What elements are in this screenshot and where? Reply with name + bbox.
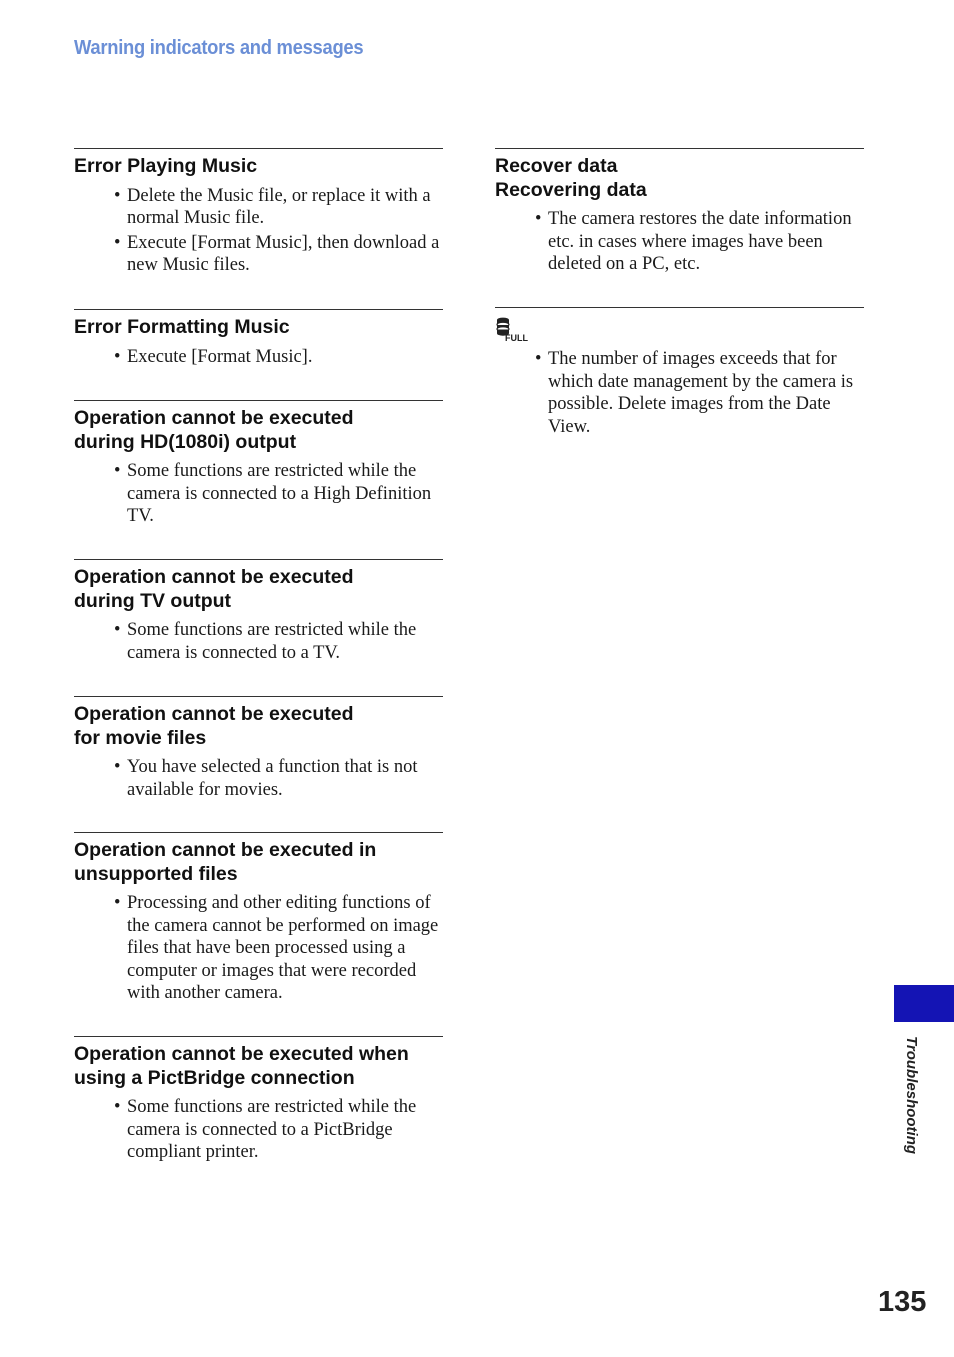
left-column (74, 148, 443, 1177)
bullet-item: • Execute [Format Music]. (114, 346, 443, 369)
section-title-line: Recovering data (495, 178, 647, 201)
section-title: Error Formatting Music (74, 316, 290, 338)
section-title-line: Recover data (495, 155, 618, 177)
bullet-item: • Execute [Format Music], then download a new Music files. (114, 232, 443, 277)
page-number: 135 (878, 1286, 927, 1318)
right-column (495, 148, 864, 448)
message-section (74, 559, 443, 696)
message-section (495, 307, 864, 448)
message-section (74, 400, 443, 559)
bullet-list (74, 892, 443, 1005)
section-title: Operation cannot be executed during TV output (74, 566, 354, 612)
bullet-item: • The camera restores the date information etc. in cases where images have been deleted on a PC, etc. (535, 208, 864, 276)
bullet-item: • Some functions are restricted while the camera is connected to a TV. (114, 619, 443, 664)
message-section (74, 696, 443, 832)
bullet-item: • Some functions are restricted while the camera is connected to a PictBridge compliant printer. (114, 1096, 443, 1164)
database-full-icon (495, 316, 529, 342)
message-section (74, 1036, 443, 1177)
section-title: Error Playing Music (74, 155, 258, 177)
section-title (495, 155, 864, 202)
message-section (74, 832, 443, 1036)
icon-full-label: FULL (505, 333, 528, 342)
bullet-list (74, 346, 443, 369)
section-tab-marker (894, 985, 954, 1022)
message-section (74, 309, 443, 400)
bullet-item: • The number of images exceeds that for which date management by the camera is possible. Delete images from the Date View. (535, 348, 864, 438)
bullet-list (74, 185, 443, 277)
section-title: Operation cannot be executed for movie files (74, 703, 354, 749)
bullet-list (74, 460, 443, 528)
bullet-list (74, 756, 443, 801)
section-title: Operation cannot be executed during HD(1080i) output (74, 407, 354, 453)
bullet-list (495, 208, 864, 276)
bullet-list (495, 348, 864, 438)
bullet-item: • You have selected a function that is not available for movies. (114, 756, 443, 801)
page-header: Warning indicators and messages (74, 37, 364, 59)
bullet-item: • Processing and other editing functions of the camera cannot be performed on image files that have been processed using a computer or images that were recorded with another camera. (114, 892, 443, 1005)
section-title: Operation cannot be executed when using a PictBridge connection (74, 1043, 409, 1089)
section-title: Operation cannot be executed in unsupported files (74, 839, 377, 885)
message-section (74, 148, 443, 309)
message-section (495, 148, 864, 307)
bullet-item: • Some functions are restricted while the camera is connected to a High Definition TV. (114, 460, 443, 528)
section-tab-label: Troubleshooting (903, 1036, 920, 1155)
bullet-list (74, 1096, 443, 1164)
bullet-list (74, 619, 443, 664)
bullet-item: • Delete the Music file, or replace it with a normal Music file. (114, 185, 443, 230)
